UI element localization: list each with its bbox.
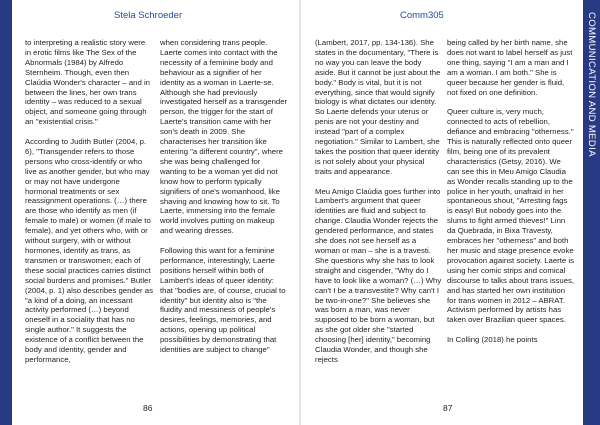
text-column-4 xyxy=(447,38,575,345)
section-tab xyxy=(583,0,600,425)
page-number-right: 87 xyxy=(443,403,453,413)
running-header-course: Comm305 xyxy=(400,10,444,21)
text-column-2 xyxy=(160,38,288,355)
paragraph: In Colling (2018) he points xyxy=(447,335,538,345)
paragraph: Queer culture is, very much, connected to acts of rebellion, defiance and embracing "otherness." This is naturally reflected onto queer film, being one of its prevalent characteristics (Getsy, 2016). We can see this in Meu Amigo Claudia as Wonder recalls standing up to the police in her youth, unafraid in her spontaneous shout, "Arresting fags is easy! But nobody goes into the slums to fight armed thieves!" Linn da Quebrada, in Bixa Travesty, embraces her "otherness" and both her music and stage presence evoke provocation against society. Laerte is using her comic strips and comical discourse to talks about trans issues, and has started her own institution for trans women in 2012 – ABRAT. Activism performed by artists has taken over Brazilian queer spaces. xyxy=(447,107,575,325)
text-column-1 xyxy=(25,38,153,365)
paragraph: to interpreting a realistic story were in erotic films like The Sex of the Abnormals (1984) by Alfredo Sternheim. Though, even then Claúdia Wonder's character – and in between the lines, her own trans identity – was reduced to a sexual object, and someone going through an "existential crisis." xyxy=(25,38,150,127)
running-header-author: Stela Schroeder xyxy=(114,10,183,21)
book-gutter xyxy=(299,0,301,425)
paragraph: when considering trans people. Laerte comes into contact with the necessity of a feminine body and behaviour as a signifier of her identity as a woman in Laerte-se. Although she had previously investigated herself as a transgender person, the trigger for the start of Laerte's transition came with her son's death in 2009. She characterises her transition like entering "a different country", where she was being challenged for wanting to be a woman yet did not know how to perform typically signifiers of one's womanhood, like shaving and knowing how to sit. To Laerte, immersing into the female world involves putting on makeup and wearing dresses. xyxy=(160,38,288,236)
paragraph: being called by her birth name, she does not want to label herself as just one thing, saying "I am a man and I am a woman. I am both." She is queer because her gender is fluid, not fixed on one definition. xyxy=(447,38,573,97)
paragraph: Meu Amigo Claúdia goes further into Lambert's argument that queer identities are fluid and subject to change. Claudia Wonder rejects the gendered performance, and states she does not see herself as a woman or man – she is a travesti. She questions why she has to look straight and cisgender, "Why do I have to look like a woman? (…) Why can't I be a transvestite? Why can't I be two-in-one?" She believes she was born a man, was never supposed to be born a woman, but as she got older she "started choosing [her] identity," becoming Claudia Wonder, and though she rejects xyxy=(315,186,442,364)
section-tab-label: COMMUNICATION AND MEDIA xyxy=(586,12,597,157)
left-edge-bar xyxy=(0,0,12,425)
paragraph: According to Judith Butler (2004, p. 6), "Transgender refers to those persons who cross-identify or who live as another gender, but who may or may not have undergone hormonal treatments or sex reassignment operations. (…) there are those who identify as men (if female to male) or women (if male to female), and yet others who, with or without surgery, with or without hormones, identify as trans, as transmen or transwomen; each of these social practices carries distinct social burdens and promises." Butler (2004, p. 1) also describes gender as "a kind of a doing, an incessant activity performed (…) beyond oneself in a sociality that has no single author." It suggests the existence of a conflict between the body and identity, gender and performance, xyxy=(25,137,153,364)
text-column-3 xyxy=(315,38,443,365)
paragraph: Following this want for a feminine performance, interestingly, Laerte positions herself within both of Lambert's ideas of queer identity: that "bodies are, of course, crucial to identity" but identity also is "the fluidity and messiness of people's desires, feelings, memories, and actions, opening up political possibilities by demonstrating that identities are subject to change" xyxy=(160,246,286,355)
paragraph: (Lambert, 2017, pp. 134-136). She states in the documentary, "There is no way you can leave the body aside. But it cannot be just about the body." Body is vital, but it is not everything, since that would signify biology is what dictates our identity. So Laerte defends your uterus or penis are not your destiny and instead "part of a complex negotiation." Similar to Lambert, she takes the position that queer identity is not solely about your physical traits and appearance. xyxy=(315,38,441,176)
page-number-left: 86 xyxy=(143,403,153,413)
